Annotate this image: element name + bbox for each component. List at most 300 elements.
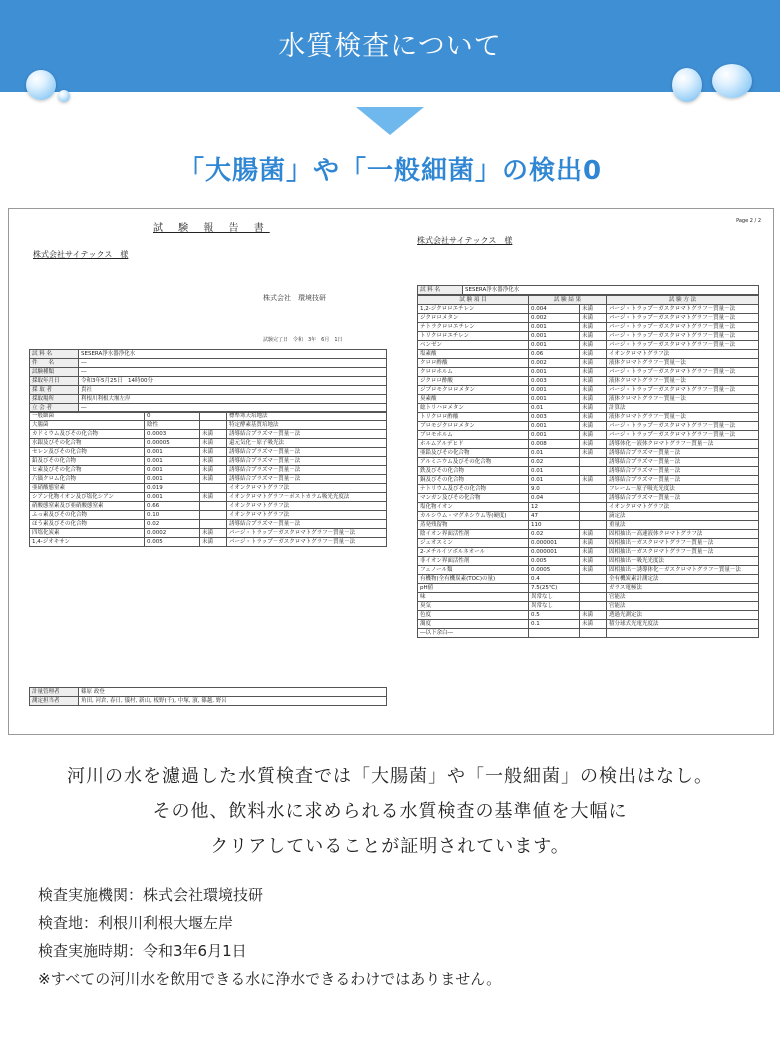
table-cell: 立 会 者	[30, 404, 79, 413]
table-row	[418, 359, 759, 368]
table-cell: 臭素酸	[418, 395, 529, 404]
table-row	[30, 688, 387, 697]
table-cell: 0.01	[529, 449, 580, 458]
table-cell: 大腸菌	[30, 421, 145, 430]
table-row	[418, 305, 759, 314]
table-cell: 未満	[200, 439, 227, 448]
table-cell: 陰イオン界面活性剤	[418, 530, 529, 539]
table-row	[30, 368, 387, 377]
table-cell: 有機物(全有機炭素(TOC)の量)	[418, 575, 529, 584]
table-cell: ブロモジクロロメタン	[418, 422, 529, 431]
table-cell: 1,4-ジオキサン	[30, 538, 145, 547]
report-results-table	[29, 411, 387, 547]
table-cell: 0.005	[145, 538, 200, 547]
table-cell: 0.5	[529, 611, 580, 620]
table-cell: 0.00005	[145, 439, 200, 448]
table-cell: 未満	[200, 430, 227, 439]
table-cell: 誘導結合プラズマ－質量－法	[227, 466, 387, 475]
report-page-1	[23, 215, 393, 727]
table-cell: 0.001	[529, 431, 580, 440]
table-cell: 0.0002	[145, 529, 200, 538]
table-row	[30, 421, 387, 430]
table-row	[30, 538, 387, 547]
table-cell: ベンゼン	[418, 341, 529, 350]
header-banner	[0, 0, 780, 92]
table-cell: 未満	[580, 377, 607, 386]
report-footer-table	[29, 687, 387, 706]
table-cell: 未満	[580, 350, 607, 359]
table-cell: ナトリウム及びその化合物	[418, 485, 529, 494]
table-cell: 未満	[580, 440, 607, 449]
table-cell: 未満	[580, 539, 607, 548]
table-row	[30, 697, 387, 706]
table-cell: ―	[79, 359, 387, 368]
table-cell: イオンクロマトグラフ法	[227, 502, 387, 511]
table-cell	[580, 467, 607, 476]
table-cell: パージ・トラップ－ガスクロマトグラフ－質量－法	[607, 305, 759, 314]
table-cell: 重量法	[607, 521, 759, 530]
table-row	[418, 557, 759, 566]
table-cell	[580, 503, 607, 512]
report-issuer: 株式会社 環境技研	[263, 294, 326, 302]
table-cell: 0.001	[145, 466, 200, 475]
info-disclaimer: ※すべての河川水を飲用できる水に浄水できるわけではありません。	[38, 970, 502, 988]
table-row	[30, 493, 387, 502]
table-cell: ―以下余白―	[418, 629, 529, 638]
info-date: 検査実施時期：令和3年6月1日	[38, 942, 247, 960]
table-row	[418, 377, 759, 386]
table-cell: パージ・トラップ－ガスクロマトグラフ－質量－法	[607, 368, 759, 377]
table-cell: 0.06	[529, 350, 580, 359]
table-cell: ブロモホルム	[418, 431, 529, 440]
table-cell: 誘導結合プラズマ－質量－法	[607, 467, 759, 476]
table-cell: パージ・トラップ－ガスクロマトグラフ－質量－法	[607, 386, 759, 395]
table-cell: パージ・トラップ－ガスクロマトグラフ－質量－法	[227, 529, 387, 538]
table-row	[30, 457, 387, 466]
table-cell	[580, 485, 607, 494]
table-row	[418, 593, 759, 602]
table-cell: テトラクロロエチレン	[418, 323, 529, 332]
table-cell: 0.001	[529, 332, 580, 341]
table-row	[30, 395, 387, 404]
report-recipient: 株式会社サイテックス 様	[33, 250, 129, 259]
table-row	[418, 575, 759, 584]
table-row	[30, 529, 387, 538]
table-cell	[200, 502, 227, 511]
table-cell: 0	[145, 412, 200, 421]
table-cell	[580, 629, 607, 638]
table-cell: 47	[529, 512, 580, 521]
table-row	[418, 332, 759, 341]
report2-sample-table: 試 料 名 SESERA浄水器浄化水	[417, 285, 759, 295]
report-title: 試 験 報 告 書	[153, 223, 270, 234]
table-cell: 未満	[200, 538, 227, 547]
table-cell: カルシウム・マグネシウム等(硬度)	[418, 512, 529, 521]
table-cell: 亜硝酸態窒素	[30, 484, 145, 493]
table-cell: 塩素酸	[418, 350, 529, 359]
table-cell: 誘導結合プラズマ－質量－法	[227, 430, 387, 439]
table-cell: 異常なし	[529, 602, 580, 611]
table-cell: パージ・トラップ－ガスクロマトグラフ－質量－法	[607, 422, 759, 431]
table-cell: ジブロモクロロメタン	[418, 386, 529, 395]
table-cell: 誘導結合プラズマ－質量－法	[227, 475, 387, 484]
table-cell: 未満	[580, 332, 607, 341]
table-cell: 標準寒天培地法	[227, 412, 387, 421]
table-cell: ほう素及びその化合物	[30, 520, 145, 529]
table-cell: 測定担当者	[30, 697, 79, 706]
table-cell	[580, 593, 607, 602]
table-cell: 硝酸態窒素及び亜硝酸態窒素	[30, 502, 145, 511]
table-cell: 0.001	[529, 386, 580, 395]
down-arrow-icon	[356, 107, 424, 135]
table-header-cell: 試 験 項 目	[418, 296, 529, 305]
table-cell	[580, 584, 607, 593]
report-page-2	[413, 215, 767, 727]
table-cell: 四塩化炭素	[30, 529, 145, 538]
table-cell	[580, 494, 607, 503]
table-cell: 臭気	[418, 602, 529, 611]
table-header-cell: 試 験 方 法	[607, 296, 759, 305]
table-cell: ヒ素及びその化合物	[30, 466, 145, 475]
table-cell: 0.001	[145, 493, 200, 502]
table-cell: 0.001	[145, 457, 200, 466]
table-cell: 採 取 者	[30, 386, 79, 395]
report-info-table	[29, 349, 387, 413]
table-cell: 全有機炭素計測定法	[607, 575, 759, 584]
table-cell: 陰性	[145, 421, 200, 430]
report-issue-date: 試験完了日 令和 3年 6月 1日	[263, 337, 343, 343]
table-cell: 未満	[580, 323, 607, 332]
table-cell: アルミニウム及びその化合物	[418, 458, 529, 467]
table-cell: 非イオン界面活性剤	[418, 557, 529, 566]
table-row	[30, 439, 387, 448]
table-row	[418, 476, 759, 485]
table-cell: 官能法	[607, 593, 759, 602]
table-cell: 異常なし	[529, 593, 580, 602]
table-cell: 未満	[580, 611, 607, 620]
table-cell: フレーム－原子吸光光度法	[607, 485, 759, 494]
table-cell: ―	[79, 404, 387, 413]
table-cell: 未満	[580, 359, 607, 368]
table-cell: 固相抽出－高速液体クロマトグラフ法	[607, 530, 759, 539]
table-cell: 計量管理者	[30, 688, 79, 697]
table-row	[30, 484, 387, 493]
table-cell: 試験種類	[30, 368, 79, 377]
table-cell: 総トリハロメタン	[418, 404, 529, 413]
table-cell: トリクロロ酢酸	[418, 413, 529, 422]
table-cell: 未満	[580, 305, 607, 314]
table-cell	[580, 521, 607, 530]
table-cell: イオンクロマトグラフ法	[607, 503, 759, 512]
table-cell: 篠原 政登	[79, 688, 387, 697]
table-cell: 0.02	[529, 530, 580, 539]
table-row	[418, 548, 759, 557]
table-cell: 未満	[200, 466, 227, 475]
table-cell: 未満	[580, 557, 607, 566]
table-cell: SESERA浄水器浄化水	[79, 350, 387, 359]
table-cell: イオンクロマトグラフ法	[227, 484, 387, 493]
table-cell: 誘導結合プラズマ－質量－法	[607, 449, 759, 458]
table-cell: 件 名	[30, 359, 79, 368]
table-cell: 0.01	[529, 467, 580, 476]
table-cell: トリクロロエチレン	[418, 332, 529, 341]
table-row	[418, 341, 759, 350]
table-row	[418, 566, 759, 575]
table-row	[30, 430, 387, 439]
table-row	[418, 521, 759, 530]
inspection-report-image	[8, 208, 774, 735]
table-cell: パージ・トラップ－ガスクロマトグラフ－質量－法	[607, 332, 759, 341]
table-row	[418, 611, 759, 620]
table-cell: 水銀及びその化合物	[30, 439, 145, 448]
table-cell: シアン化物イオン及び塩化シアン	[30, 493, 145, 502]
table-cell	[200, 484, 227, 493]
table-cell	[200, 421, 227, 430]
table-cell: 六価クロム化合物	[30, 475, 145, 484]
table-cell: ふっ素及びその化合物	[30, 511, 145, 520]
table-cell: 未満	[580, 395, 607, 404]
table-cell: 味	[418, 593, 529, 602]
table-row	[418, 431, 759, 440]
table-cell: クロロ酢酸	[418, 359, 529, 368]
table-cell: pH値	[418, 584, 529, 593]
table-cell	[200, 511, 227, 520]
table-row	[418, 458, 759, 467]
table-cell	[529, 629, 580, 638]
table-row	[418, 350, 759, 359]
table-cell: ジェオスミン	[418, 539, 529, 548]
table-cell: 誘導結合プラズマ－質量－法	[607, 494, 759, 503]
table-header-cell: 試 験 結 果	[529, 296, 607, 305]
table-row	[30, 448, 387, 457]
table-cell: 0.02	[529, 458, 580, 467]
table-cell: 未満	[200, 475, 227, 484]
table-row	[418, 512, 759, 521]
table-cell: ジクロロメタン	[418, 314, 529, 323]
table-cell: 0.000001	[529, 548, 580, 557]
table-row	[30, 386, 387, 395]
table-header-row	[418, 296, 759, 305]
table-cell	[200, 520, 227, 529]
table-cell: ―	[79, 368, 387, 377]
table-cell: 0.001	[145, 448, 200, 457]
table-cell: 110	[529, 521, 580, 530]
info-location: 検査地：利根川利根大堰左岸	[38, 914, 234, 932]
table-cell: 角田, 河倉, 春日, 儀村, 新山, 板野(千), 中塚, 濱, 篠越, 野呂	[79, 697, 387, 706]
table-cell: 未満	[200, 493, 227, 502]
table-cell: 計算法	[607, 404, 759, 413]
table-cell	[607, 629, 759, 638]
table-cell	[580, 575, 607, 584]
table-cell	[580, 458, 607, 467]
table-cell: 0.008	[529, 440, 580, 449]
table-cell: 未満	[200, 529, 227, 538]
table-row	[30, 412, 387, 421]
table-cell: 未満	[580, 431, 607, 440]
table-row	[418, 386, 759, 395]
table-cell: 未満	[200, 448, 227, 457]
table-cell: 0.001	[529, 395, 580, 404]
table-cell: 0.4	[529, 575, 580, 584]
table-cell: 0.003	[529, 413, 580, 422]
table-cell: 固相抽出－ガスクロマトグラフ－質量－法	[607, 548, 759, 557]
table-cell: 未満	[580, 449, 607, 458]
table-row	[30, 350, 387, 359]
table-cell: イオンクロマトグラフ法	[227, 511, 387, 520]
table-cell: 0.10	[145, 511, 200, 520]
table-cell: イオンクロマトグラフ法	[607, 350, 759, 359]
table-row	[418, 620, 759, 629]
table-cell: 0.001	[529, 422, 580, 431]
table-cell: イオンクロマトグラフ－ポストカラム吸光光度法	[227, 493, 387, 502]
table-cell: 0.0005	[529, 566, 580, 575]
table-row	[418, 323, 759, 332]
table-cell: 液体クロマトグラフ－質量－法	[607, 395, 759, 404]
table-cell: 未満	[580, 548, 607, 557]
table-cell: 0.001	[529, 368, 580, 377]
table-cell: クロロホルム	[418, 368, 529, 377]
table-cell: 滴定法	[607, 512, 759, 521]
table-cell: 誘導結合プラズマ－質量－法	[607, 458, 759, 467]
table-cell: 透過光測定法	[607, 611, 759, 620]
table-cell: 貴社	[79, 386, 387, 395]
table-cell: パージ・トラップ－ガスクロマトグラフ－質量－法	[607, 431, 759, 440]
caption-line-3: クリアしていることが証明されています。	[210, 836, 570, 857]
table-cell: パージ・トラップ－ガスクロマトグラフ－質量－法	[607, 341, 759, 350]
table-cell: 0.01	[529, 476, 580, 485]
table-cell: 未満	[580, 566, 607, 575]
table-cell: 12	[529, 503, 580, 512]
table-cell: 未満	[580, 620, 607, 629]
table-cell: 令和3年5月25日 14時00分	[79, 377, 387, 386]
report2-results-table	[417, 295, 759, 638]
table-cell: 積分球式光電光度法	[607, 620, 759, 629]
table-row	[418, 629, 759, 638]
table-cell: 0.0003	[145, 430, 200, 439]
table-cell: 0.000001	[529, 539, 580, 548]
table-row	[418, 314, 759, 323]
table-cell: 0.002	[529, 359, 580, 368]
table-row	[30, 502, 387, 511]
table-cell: 特定酵素基質培地法	[227, 421, 387, 430]
table-cell: 0.019	[145, 484, 200, 493]
table-cell: 鉛及びその化合物	[30, 457, 145, 466]
table-cell: 0.1	[529, 620, 580, 629]
table-cell: 採取場所	[30, 395, 79, 404]
table-cell: 0.66	[145, 502, 200, 511]
table-row	[30, 511, 387, 520]
table-cell: 2-メチルイソボルネオール	[418, 548, 529, 557]
table-cell: 0.005	[529, 557, 580, 566]
table-cell	[580, 602, 607, 611]
table-row	[418, 404, 759, 413]
table-cell: 0.001	[529, 341, 580, 350]
water-drop-icon	[672, 68, 702, 102]
table-cell: 固相抽出－誘導体化－ガスクロマトグラフ－質量－法	[607, 566, 759, 575]
table-cell: カドミウム及びその化合物	[30, 430, 145, 439]
table-cell: 未満	[580, 341, 607, 350]
table-cell: 固相抽出－吸光光度法	[607, 557, 759, 566]
table-row	[418, 539, 759, 548]
table-cell: ガラス電極法	[607, 584, 759, 593]
table-row	[30, 466, 387, 475]
table-cell: 還元気化－原子吸光法	[227, 439, 387, 448]
table-cell: 未満	[580, 413, 607, 422]
table-row	[30, 359, 387, 368]
table-cell: 液体クロマトグラフ－質量－法	[607, 377, 759, 386]
table-cell: 未満	[580, 476, 607, 485]
table-cell: 0.01	[529, 404, 580, 413]
table-cell: 1,2-ジクロロエチレン	[418, 305, 529, 314]
table-cell: 試 料 名	[30, 350, 79, 359]
water-drop-icon	[26, 70, 56, 100]
table-row	[418, 485, 759, 494]
table-cell: 利根川利根大堰左岸	[79, 395, 387, 404]
table-cell: 未満	[580, 422, 607, 431]
table-cell: 液体クロマトグラフ－質量－法	[607, 359, 759, 368]
table-cell: 0.003	[529, 377, 580, 386]
table-row	[418, 449, 759, 458]
table-cell: 0.004	[529, 305, 580, 314]
table-row	[418, 368, 759, 377]
table-cell: 9.0	[529, 485, 580, 494]
caption-line-2: その他、飲料水に求められる水質検査の基準値を大幅に	[152, 801, 628, 822]
info-organization: 検査実施機関：株式会社環境技研	[38, 886, 264, 904]
section-subtitle: 「大腸菌」や「一般細菌」の検出0	[177, 156, 603, 186]
table-cell: 濁度	[418, 620, 529, 629]
table-cell: 官能法	[607, 602, 759, 611]
table-cell: 未満	[580, 368, 607, 377]
caption-line-1: 河川の水を濾過した水質検査では「大腸菌」や「一般細菌」の検出はなし。	[67, 766, 713, 787]
table-cell: 液体クロマトグラフ－質量－法	[607, 413, 759, 422]
table-cell: セレン及びその化合物	[30, 448, 145, 457]
table-cell	[580, 512, 607, 521]
table-cell: 0.02	[145, 520, 200, 529]
page-title: 水質検査について	[278, 31, 502, 62]
water-drop-icon	[712, 64, 752, 98]
table-cell: 0.001	[145, 475, 200, 484]
table-cell: 誘導結合プラズマ－質量－法	[607, 476, 759, 485]
table-row	[418, 422, 759, 431]
table-cell: 未満	[580, 386, 607, 395]
table-cell: パージ・トラップ－ガスクロマトグラフ－質量－法	[227, 538, 387, 547]
table-row	[30, 520, 387, 529]
table-row	[418, 503, 759, 512]
table-row	[418, 584, 759, 593]
table-cell: 採取年月日	[30, 377, 79, 386]
table-row	[30, 475, 387, 484]
table-cell: 未満	[580, 530, 607, 539]
table-cell: マンガン及びその化合物	[418, 494, 529, 503]
table-cell: 未満	[580, 314, 607, 323]
table-row	[418, 395, 759, 404]
table-cell: 一般細菌	[30, 412, 145, 421]
table-cell: 誘導結合プラズマ－質量－法	[227, 520, 387, 529]
table-cell: 誘導体化－液体クロマトグラフ－質量－法	[607, 440, 759, 449]
report2-sample: SESERA浄水器浄化水	[463, 286, 759, 295]
table-cell: 未満	[200, 457, 227, 466]
table-row	[418, 530, 759, 539]
table-cell	[200, 412, 227, 421]
table-row	[418, 467, 759, 476]
table-cell: 7.5(25℃)	[529, 584, 580, 593]
table-cell: フェノール類	[418, 566, 529, 575]
table-cell: 銅及びその化合物	[418, 476, 529, 485]
table-cell: パージ・トラップ－ガスクロマトグラフ－質量－法	[607, 314, 759, 323]
table-row	[30, 377, 387, 386]
table-row	[418, 494, 759, 503]
table-cell: 色度	[418, 611, 529, 620]
